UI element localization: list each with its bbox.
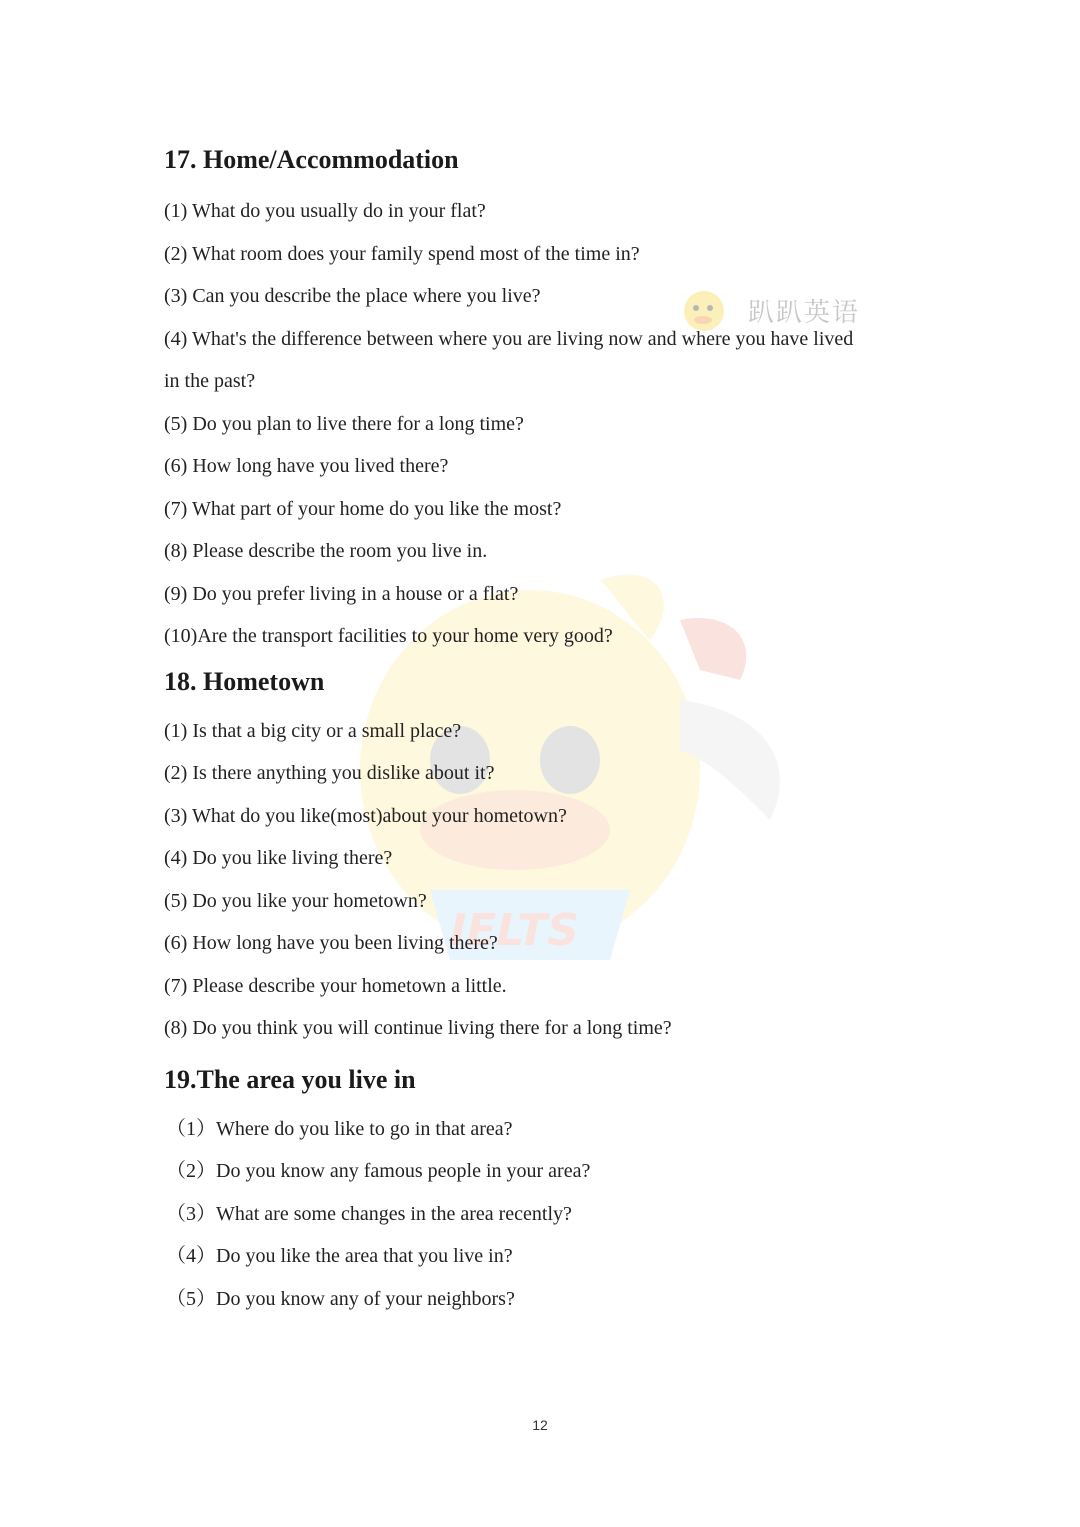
question-item: (1) Is that a big city or a small place? <box>164 719 462 742</box>
question-item: (10)Are the transport facilities to your home very good? <box>164 625 613 647</box>
brand-watermark-text: 趴趴英语 <box>748 298 861 328</box>
question-item: (2) What room does your family spend most of the time in? <box>164 242 640 265</box>
question-item: （1）Where do you like to go in that area? <box>166 1117 513 1140</box>
question-item: （5）Do you know any of your neighbors? <box>166 1287 515 1310</box>
question-item: (6) How long have you lived there? <box>164 455 449 477</box>
document-body <box>164 138 924 1320</box>
question-item: (5) Do you like your hometown? <box>164 889 427 912</box>
question-item: (9) Do you prefer living in a house or a flat? <box>164 582 519 605</box>
question-item: (3) Can you describe the place where you live? <box>164 285 541 307</box>
section-hometown <box>164 660 924 1050</box>
section-heading: 18. Hometown <box>164 666 325 696</box>
section-home-accommodation <box>164 138 924 658</box>
question-item: (7) What part of your home do you like the most? <box>164 497 562 520</box>
question-item: (8) Please describe the room you live in. <box>164 540 488 562</box>
question-item: (6) How long have you been living there? <box>164 932 498 954</box>
question-item: (8) Do you think you will continue living there for a long time? <box>164 1017 672 1039</box>
question-item: （4）Do you like the area that you live in? <box>166 1245 513 1267</box>
question-item: (4) Do you like living there? <box>164 847 393 869</box>
page-number: 12 <box>532 1417 548 1433</box>
question-item: (2) Is there anything you dislike about it? <box>164 762 495 784</box>
question-item: (5) Do you plan to live there for a long time? <box>164 412 524 435</box>
section-area-you-live-in <box>164 1058 924 1321</box>
question-item: (3) What do you like(most)about your hometown? <box>164 804 567 827</box>
section-heading: 19.The area you live in <box>164 1064 416 1094</box>
question-item: (7) Please describe your hometown a little. <box>164 974 507 997</box>
question-item: (4) What's the difference between where you are living now and where you have lived in the past? <box>164 327 854 392</box>
question-item: (1) What do you usually do in your flat? <box>164 200 486 222</box>
mascot-ielts-text: IELTS <box>450 905 579 956</box>
section-heading: 17. Home/Accommodation <box>164 145 459 174</box>
question-item: （2）Do you know any famous people in your area? <box>166 1160 591 1182</box>
question-item: （3）What are some changes in the area recently? <box>166 1202 572 1225</box>
